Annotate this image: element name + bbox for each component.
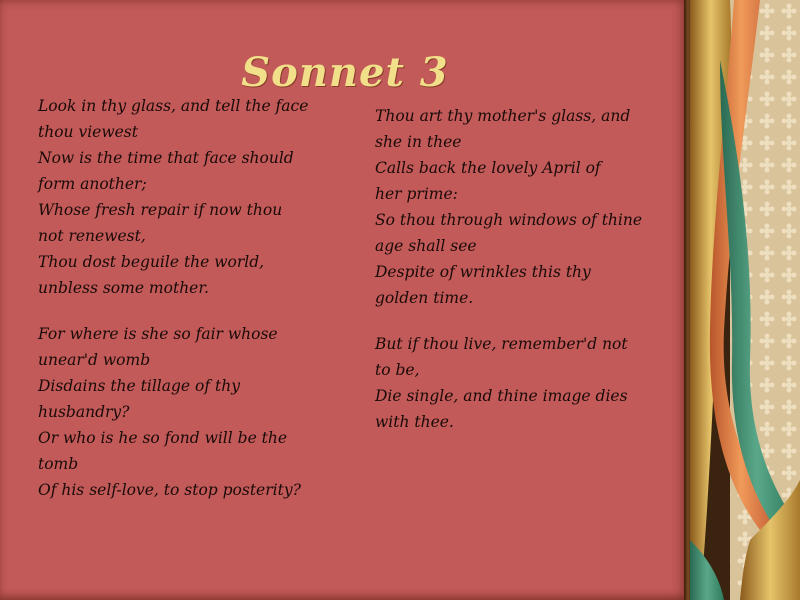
poem-line: age shall see — [375, 237, 477, 255]
poem-line: Of his self-love, to stop posterity? — [38, 481, 301, 499]
poem-line: not renewest, — [38, 227, 146, 245]
left-stanza-1 — [38, 93, 338, 301]
poem-line: thou viewest — [38, 123, 138, 141]
poem-line: tomb — [38, 455, 79, 473]
poem-line: Die single, and thine image dies — [375, 387, 628, 405]
poem-line: Disdains the tillage of thy — [38, 377, 240, 395]
poem-line: husbandry? — [38, 403, 130, 421]
poem-line: her prime: — [375, 185, 458, 203]
poem-line: Thou art thy mother's glass, and — [375, 107, 631, 125]
poem-line: Calls back the lovely April of — [375, 159, 601, 177]
poem-line: Whose fresh repair if now thou — [38, 201, 283, 219]
right-stanza-2 — [375, 331, 665, 435]
poem-line: with thee. — [375, 413, 454, 431]
poem-line: Now is the time that face should — [38, 149, 294, 167]
poem-line: So thou through windows of thine — [375, 211, 643, 229]
poem-line: to be, — [375, 361, 420, 379]
poem-line: But if thou live, remember'd not — [375, 335, 628, 353]
poem-line: unbless some mother. — [38, 279, 209, 297]
poem-line: unear'd womb — [38, 351, 151, 369]
poem-line: Despite of wrinkles this thy — [375, 263, 591, 281]
poem-line: Thou dost beguile the world, — [38, 253, 265, 271]
poem-line: she in thee — [375, 133, 462, 151]
poem-line: golden time. — [375, 289, 474, 307]
left-stanza-2 — [38, 321, 348, 503]
poem-line: form another; — [38, 175, 147, 193]
slide-title: Sonnet 3 — [241, 48, 449, 96]
poem-line: For where is she so fair whose — [38, 325, 278, 343]
poem-line: Look in thy glass, and tell the face — [38, 97, 309, 115]
poem-line: Or who is he so fond will be the — [38, 429, 288, 447]
decorative-border-art — [690, 0, 800, 600]
right-stanza-1 — [375, 103, 675, 311]
